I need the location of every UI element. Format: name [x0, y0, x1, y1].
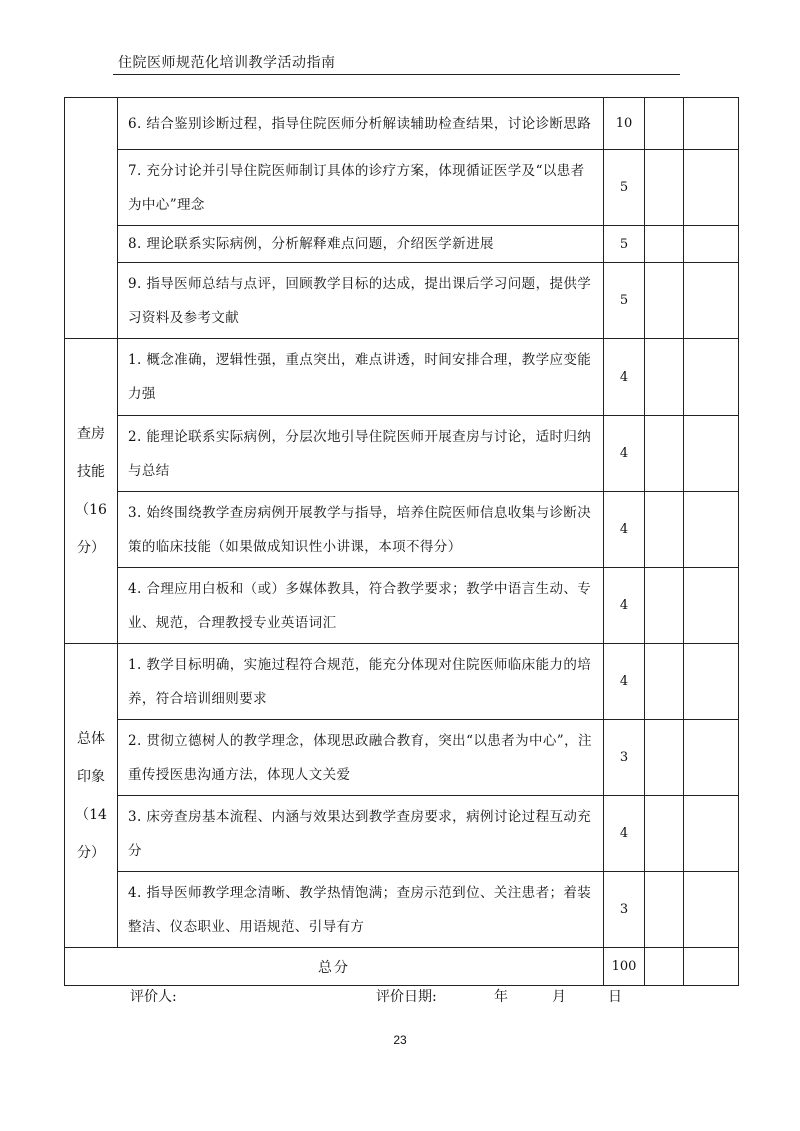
- item-points: 3: [604, 872, 645, 948]
- score-cell: [645, 98, 684, 150]
- score-cell: [684, 98, 739, 150]
- item-points: 10: [604, 98, 645, 150]
- month-label: 月: [552, 989, 566, 1005]
- item-points: 4: [604, 492, 645, 568]
- score-cell: [684, 492, 739, 568]
- evaluator-label: 评价人:: [130, 989, 177, 1005]
- item-text: 2. 贯彻立德树人的教学理念，体现思政融合教育，突出“以患者为中心”，注重传授医患沟通方法，体现人文关爱: [118, 720, 604, 796]
- score-cell: [684, 416, 739, 492]
- day-label: 日: [608, 989, 622, 1005]
- item-text: 7. 充分讨论并引导住院医师制订具体的诊疗方案，体现循证医学及“以患者为中心”理念: [118, 150, 604, 226]
- score-cell: [684, 339, 739, 416]
- item-text: 6. 结合鉴别诊断过程，指导住院医师分析解读辅助检查结果，讨论诊断思路: [118, 98, 604, 150]
- item-points: 4: [604, 796, 645, 872]
- signature-row: [0, 986, 800, 1008]
- page-number: 23: [393, 1033, 407, 1047]
- item-points: 5: [604, 263, 645, 339]
- table-row: [65, 226, 739, 263]
- item-text: 1. 教学目标明确，实施过程符合规范，能充分体现对住院医师临床能力的培养，符合培训细则要求: [118, 644, 604, 720]
- category-label: 总体印象（14分）: [75, 730, 107, 861]
- item-text: 3. 始终围绕教学查房病例开展教学与指导，培养住院医师信息收集与诊断决策的临床技能（如果做成知识性小讲课，本项不得分）: [118, 492, 604, 568]
- category-cell: [65, 339, 118, 644]
- evaluation-date-label: 评价日期:: [376, 989, 437, 1005]
- score-cell: [684, 796, 739, 872]
- score-cell: [645, 720, 684, 796]
- table-row: [65, 339, 739, 416]
- table-row: [65, 568, 739, 644]
- score-cell: [645, 796, 684, 872]
- score-cell: [684, 872, 739, 948]
- item-points: 4: [604, 416, 645, 492]
- item-text: 8. 理论联系实际病例，分析解释难点问题，介绍医学新进展: [118, 226, 604, 263]
- document-header-title: 住院医师规范化培训教学活动指南: [118, 55, 336, 71]
- score-cell: [684, 226, 739, 263]
- score-cell: [684, 150, 739, 226]
- table-row: [65, 720, 739, 796]
- category-label: 查房技能（16分）: [75, 426, 107, 556]
- score-cell: [645, 872, 684, 948]
- item-text: 4. 合理应用白板和（或）多媒体教具，符合教学要求；教学中语言生动、专业、规范，合理教授专业英语词汇: [118, 568, 604, 644]
- score-cell: [645, 644, 684, 720]
- year-label: 年: [494, 989, 508, 1005]
- item-text: 2. 能理论联系实际病例，分层次地引导住院医师开展查房与讨论，适时归纳与总结: [118, 416, 604, 492]
- table-row: [65, 644, 739, 720]
- score-cell: [645, 150, 684, 226]
- score-cell: [645, 568, 684, 644]
- total-row: [65, 948, 739, 986]
- score-cell: [645, 948, 684, 986]
- category-cell: [65, 644, 118, 948]
- item-text: 3. 床旁查房基本流程、内涵与效果达到教学查房要求，病例讨论过程互动充分: [118, 796, 604, 872]
- item-points: 4: [604, 339, 645, 416]
- score-cell: [645, 492, 684, 568]
- score-cell: [684, 263, 739, 339]
- score-cell: [645, 263, 684, 339]
- table-row: [65, 796, 739, 872]
- table-row: [65, 872, 739, 948]
- table-row: [65, 263, 739, 339]
- item-points: 4: [604, 644, 645, 720]
- score-cell: [645, 226, 684, 263]
- item-points: 4: [604, 568, 645, 644]
- score-cell: [684, 644, 739, 720]
- table-row: [65, 98, 739, 150]
- header-rule: [113, 74, 680, 75]
- table-row: [65, 150, 739, 226]
- score-cell: [645, 416, 684, 492]
- score-cell: [684, 948, 739, 986]
- table-row: [65, 416, 739, 492]
- item-text: 9. 指导医师总结与点评，回顾教学目标的达成，提出课后学习问题，提供学习资料及参考文献: [118, 263, 604, 339]
- evaluation-table: [64, 97, 739, 986]
- item-points: 5: [604, 150, 645, 226]
- category-cell: [65, 98, 118, 339]
- score-cell: [684, 720, 739, 796]
- score-cell: [645, 339, 684, 416]
- score-cell: [684, 568, 739, 644]
- total-label: 总分: [65, 948, 604, 986]
- item-text: 4. 指导医师教学理念清晰、教学热情饱满；查房示范到位、关注患者；着装整洁、仪态职业、用语规范、引导有方: [118, 872, 604, 948]
- total-points: 100: [604, 948, 645, 986]
- item-points: 5: [604, 226, 645, 263]
- table-row: [65, 492, 739, 568]
- item-text: 1. 概念准确，逻辑性强，重点突出，难点讲透，时间安排合理，教学应变能力强: [118, 339, 604, 416]
- item-points: 3: [604, 720, 645, 796]
